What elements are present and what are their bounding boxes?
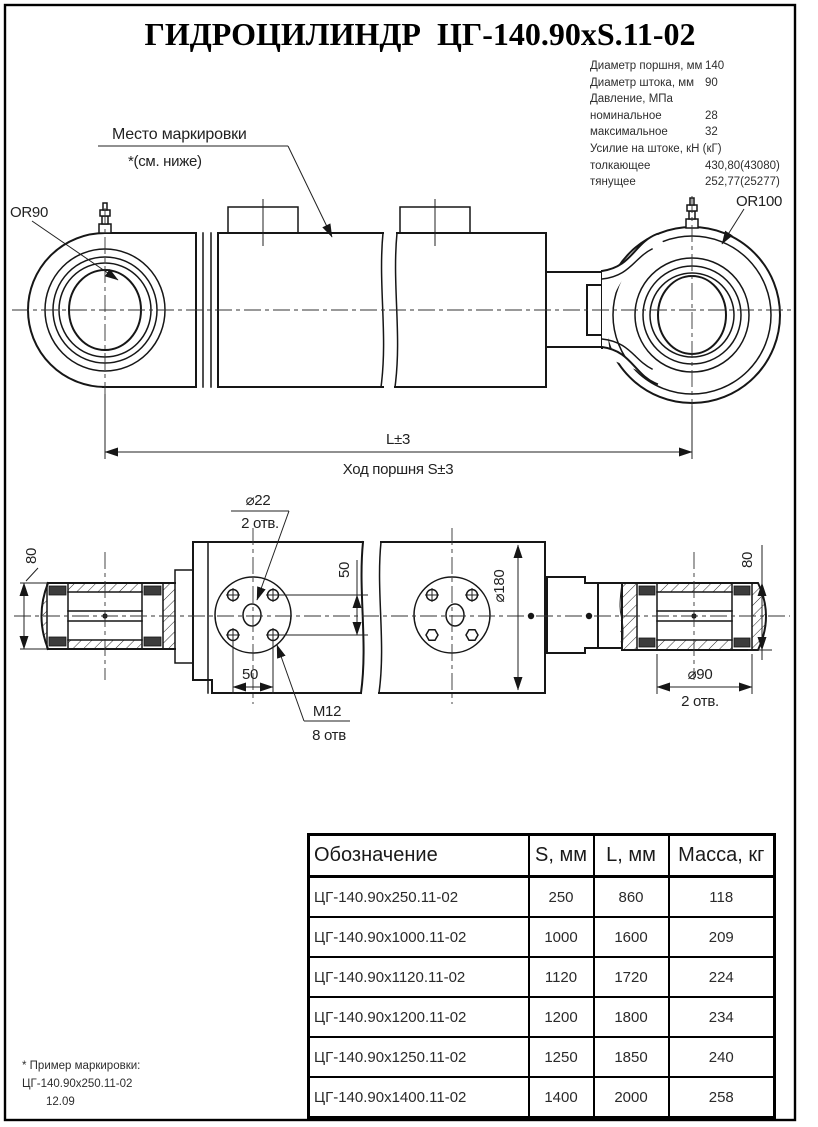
left-eye [28, 203, 197, 389]
svg-text:OR100: OR100 [736, 193, 783, 210]
spec-label: номинальное [590, 109, 662, 122]
right-eye [602, 198, 780, 403]
table-row: ЦГ-140.90х1120.11-02 1120 1720 224 [309, 957, 775, 997]
col-stroke: S, мм [529, 835, 594, 877]
spec-value: 28 [705, 109, 718, 122]
dim-m12 [277, 645, 350, 744]
spec-block [590, 58, 795, 191]
length-label: L±3 [385, 431, 411, 448]
piston-rod [546, 271, 602, 348]
svg-text:⌀180: ⌀180 [491, 569, 508, 603]
col-designation: Обозначение [309, 835, 529, 877]
footnote-line: ЦГ-140.90х250.11-02 [22, 1078, 133, 1090]
spec-label: Диаметр штока, мм [590, 76, 695, 89]
table-row: ЦГ-140.90х1000.11-02 1000 1600 209 [309, 917, 775, 957]
table-row: ЦГ-140.90х1200.11-02 1200 1800 234 [309, 997, 775, 1037]
spec-label: толкающее [590, 159, 651, 172]
center-hole-2 [446, 604, 464, 626]
right-eye-section [620, 583, 766, 650]
view-bottom [14, 492, 790, 744]
svg-text:80: 80 [739, 551, 756, 569]
cylinder-body-left [218, 207, 384, 387]
flange-plate-2 [379, 542, 545, 693]
right-steps [547, 577, 622, 653]
spec-label: Диаметр поршня, мм [590, 60, 703, 72]
footnote-line: * Пример маркировки: [22, 1060, 141, 1072]
spec-value: 32 [705, 126, 718, 139]
table-row: ЦГ-140.90х1250.11-02 1250 1850 240 [309, 1037, 775, 1077]
dim-d90 [657, 654, 752, 710]
svg-text:80: 80 [23, 547, 40, 565]
dim-80-left [20, 548, 46, 649]
dim-d22 [231, 492, 289, 600]
parameters-table [307, 833, 776, 1119]
col-mass: Масса, кг [669, 835, 775, 877]
dim-d180 [491, 545, 518, 690]
table-row: ЦГ-140.90х250.11-02 250 860 118 [309, 877, 775, 918]
spec-row [590, 158, 795, 175]
spec-value: 252,77(25277) [705, 176, 780, 189]
spec-label: Усилие на штоке, кН (кГ) [590, 142, 722, 155]
svg-text:2 отв.: 2 отв. [241, 515, 279, 532]
table-row: ЦГ-140.90х1400.11-02 1400 2000 258 [309, 1077, 775, 1118]
see-below-label: *(см. ниже) [128, 153, 202, 170]
spec-row [590, 124, 795, 141]
spec-row [590, 75, 795, 92]
spec-row [590, 141, 795, 158]
cylinder-body-right [395, 207, 546, 387]
spec-value: 90 [705, 76, 718, 89]
spec-label: Давление, МПа [590, 93, 673, 106]
left-eye-section [42, 570, 194, 663]
spec-row [590, 174, 795, 191]
svg-text:M12: M12 [312, 703, 342, 720]
marking-example-note [22, 1057, 140, 1111]
spec-row [590, 108, 795, 125]
length-dimension [105, 394, 692, 478]
marking-place-label: Место маркировки [112, 126, 247, 143]
footnote-line: 12.09 [46, 1096, 75, 1108]
svg-text:2 отв.: 2 отв. [681, 693, 719, 710]
stroke-label: Ход поршня S±3 [342, 461, 454, 478]
page-title: ГИДРОЦИЛИНДР ЦГ-140.90xS.11-02 [144, 16, 696, 52]
spec-row [590, 91, 795, 108]
spec-value: 430,80(43080) [705, 159, 780, 172]
col-length: L, мм [594, 835, 669, 877]
svg-text:8 отв: 8 отв [312, 727, 346, 744]
table-header-row [309, 835, 775, 877]
svg-text:⌀22: ⌀22 [245, 492, 271, 509]
spec-label: максимальное [590, 126, 668, 139]
center-hole-1 [243, 604, 261, 626]
svg-text:50: 50 [336, 561, 353, 579]
svg-text:⌀90: ⌀90 [687, 666, 713, 683]
svg-text:OR90: OR90 [10, 204, 48, 221]
spec-row [590, 58, 795, 75]
spec-value: 140 [705, 60, 725, 72]
dim-50-vertical [280, 560, 368, 635]
svg-text:50: 50 [241, 666, 259, 683]
spec-label: тянущее [590, 176, 636, 189]
